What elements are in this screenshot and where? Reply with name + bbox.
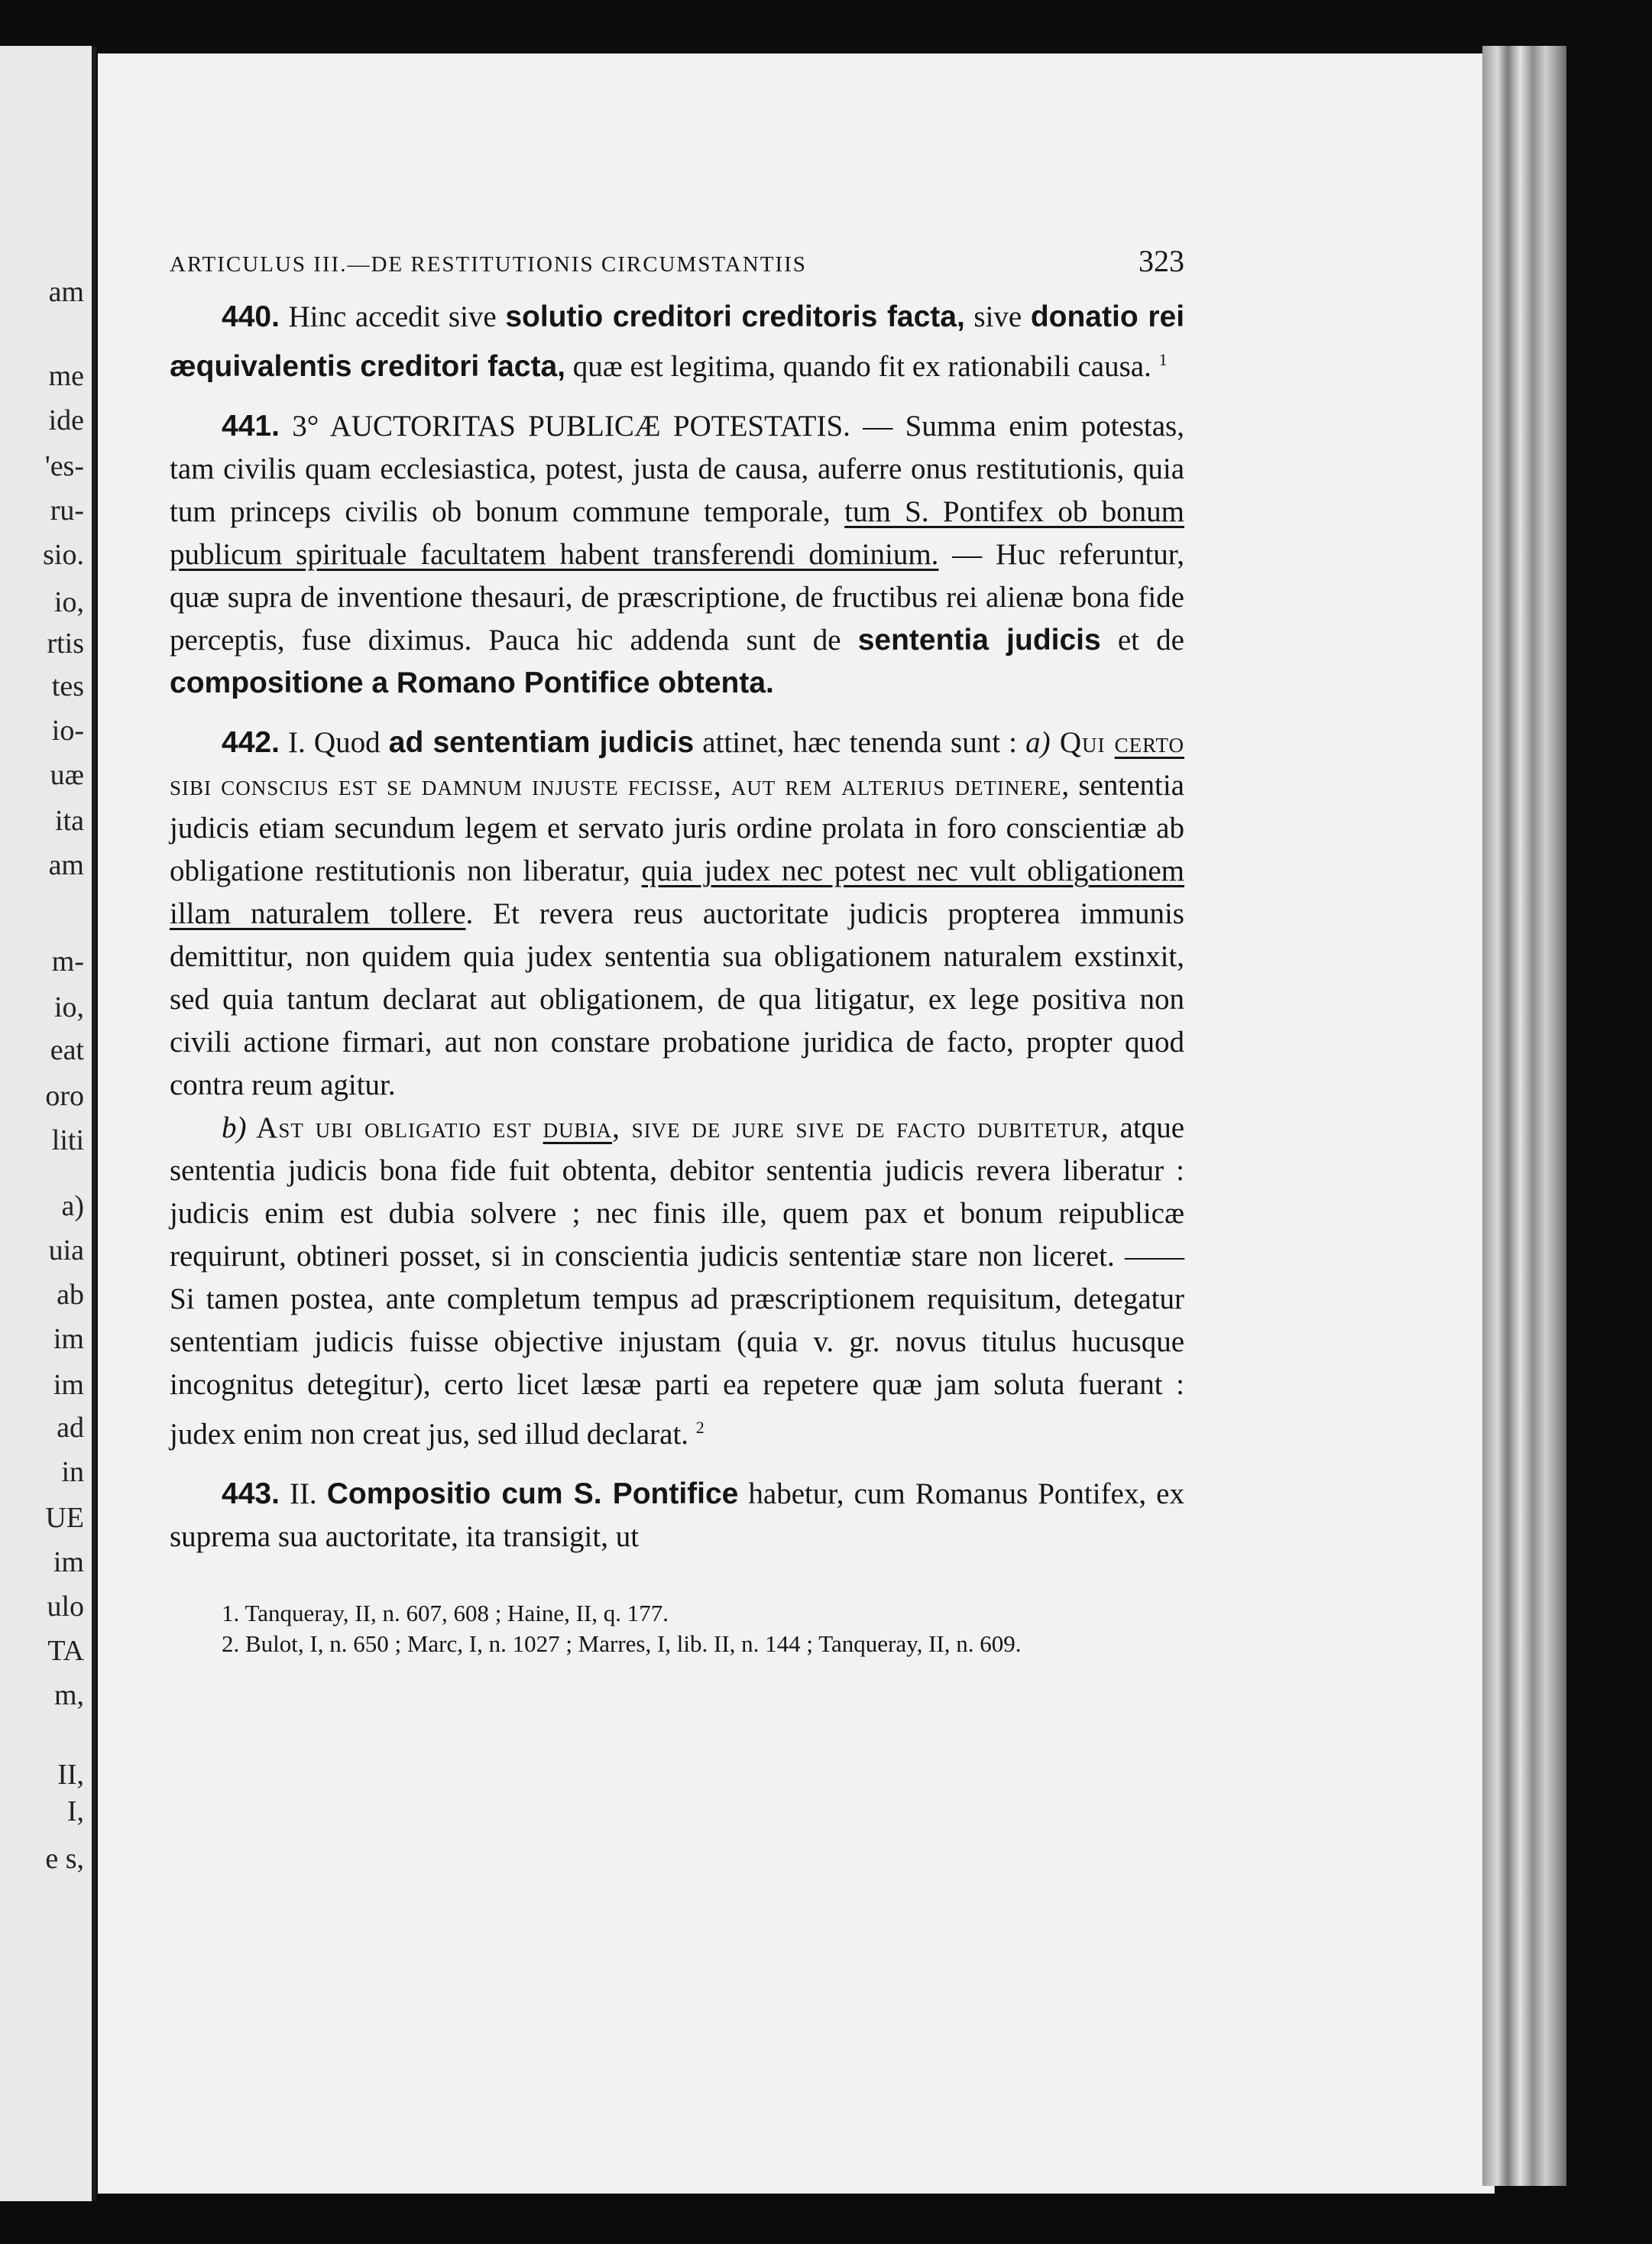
footnotes (170, 1598, 1184, 1659)
underlined-text: certo (1114, 726, 1185, 759)
left-margin-fragment: ulo (47, 1591, 84, 1623)
left-margin-fragment: in (61, 1456, 84, 1488)
left-margin-fragment: II, (57, 1759, 84, 1791)
left-margin-fragment: TA (47, 1635, 84, 1667)
page-text (170, 243, 1184, 1659)
left-margin-fragment: me (48, 360, 84, 392)
left-margin-fragment: ide (48, 404, 84, 436)
footnote-2: 2. Bulot, I, n. 650 ; Marc, I, n. 1027 ; Marres, I, lib. II, n. 144 ; Tanqueray, II, n. 609. (222, 1630, 1022, 1657)
section-heading: 3° AUCTORITAS PUBLICÆ POTESTATIS. — (279, 410, 905, 443)
left-margin-fragment: uæ (50, 759, 84, 791)
left-margin-fragment: sio. (43, 539, 84, 571)
section-number: 442. (222, 726, 280, 759)
left-margin-fragment: io, (53, 991, 84, 1023)
left-margin-fragment: ita (55, 805, 84, 837)
left-margin-fragment: io, (53, 586, 84, 618)
left-margin-fragment: I, (66, 1795, 84, 1827)
left-margin-fragment: im (53, 1369, 84, 1401)
left-margin-fragment: oro (45, 1080, 84, 1112)
paragraph-440: 440. Hinc accedit sive solutio creditori creditoris facta, sive donatio rei æquivalentis creditori facta, quæ est legitima, quando fit ex rationabili causa. $^1$ (170, 300, 1185, 383)
section-number: 441. (222, 410, 280, 443)
left-margin-fragment: uia (48, 1234, 84, 1266)
left-margin-fragment: am (48, 849, 84, 881)
left-margin-fragment: m- (51, 945, 84, 978)
left-margin-fragment: e s, (45, 1843, 84, 1875)
right-page-edge (1482, 46, 1566, 2186)
running-title: ARTICULUS III.—DE RESTITUTIONIS CIRCUMSTANTIIS (170, 252, 807, 277)
left-margin-fragment: im (53, 1323, 84, 1355)
footnote-ref: 1 (1158, 350, 1168, 369)
left-margin-fragment: UE (45, 1502, 84, 1534)
section-number: 440. (222, 300, 280, 333)
paragraph-442: 442. I. Quod ad sententiam judicis attinet, hæc tenenda sunt : a) Qui certo sibi conscius est se damnum injuste fecisse, aut rem alterius detinere, sententia judicis etiam secundum legem et servato juris ordine prolata in foro conscientiæ ab obligatione restitutionis non liberatur, quia judex nec potest nec vult obligationem illam naturalem tollere. Et revera reus auctoritate judicis propterea immunis demittitur, non quidem quia judex sententia sua obligationem naturalem exstinxit, sed quia tantum declarat aut obligationem, de qua litigatur, ex lege positiva non civili actione firmari, aut non constare probatione juridica de facto, propter quod contra reum agitur. (170, 726, 1185, 1101)
left-margin-fragment: tes (51, 670, 84, 702)
left-margin-fragment: ad (57, 1412, 84, 1444)
left-margin-fragment: eat (50, 1034, 84, 1066)
running-header (170, 243, 1184, 279)
left-margin-fragment: am (48, 276, 84, 308)
left-margin-fragment: ab (57, 1279, 84, 1311)
underlined-text: dubia (543, 1111, 613, 1144)
paragraph-442-b: b) Ast ubi obligatio est dubia, sive de jure sive de facto dubitetur, atque sententia judicis bona fide fuit obtenta, debitor sententia judicis revera liberatur : judicis enim est dubia solvere ; nec finis ille, quem pax et bonum reipublicæ requirunt, obtineri posset, si in conscientia judicis sententiæ stare non liceret. —— Si tamen postea, ante completum tempus ad præscriptionem requisitum, detegatur sententiam judicis fuisse objective injustam (quia v. gr. novus titulus hucusque incognitus detegitur), certo licet læsæ parti ea repetere quæ jam soluta fuerant : judex enim non creat jus, sed illud declarat. $^2$ (170, 1111, 1185, 1451)
left-margin-fragment: liti (51, 1124, 84, 1156)
paragraph-443: 443. II. Compositio cum S. Pontifice habetur, cum Romanus Pontifex, ex suprema sua auctoritate, ita transigit, ut (170, 1477, 1184, 1553)
left-margin-fragment: ru- (50, 495, 84, 527)
left-margin-fragment: 'es- (44, 450, 84, 482)
section-number: 443. (222, 1477, 280, 1510)
paragraph-441: 441. 3° AUCTORITAS PUBLICÆ POTESTATIS. — Summa enim potestas, tam civilis quam ecclesiastica, potest, justa de causa, auferre onus restitutionis, quia tum princeps civilis ob bonum commune temporale, tum S. Pontifex ob bonum publicum spirituale facultatem habent transferendi dominium. — Huc referuntur, quæ supra de inventione thesauri, de præscriptione, de fructibus rei alienæ bona fide perceptis, fuse diximus. Pauca hic addenda sunt de sententia judicis et de compositione a Romano Pontifice obtenta. (170, 410, 1185, 699)
page-number: 323 (1139, 244, 1184, 278)
left-margin-fragment: rtis (47, 627, 84, 660)
footnote-ref: 2 (695, 1418, 705, 1437)
left-margin-fragment: a) (61, 1190, 84, 1222)
underlined-text: tum S. Pontifex ob bonum publicum spirituale facultatem habent transferendi dominium. (170, 495, 1185, 571)
footnote-1: 1. Tanqueray, II, n. 607, 608 ; Haine, II, q. 177. (222, 1600, 669, 1626)
left-margin-fragment: io- (51, 715, 84, 747)
left-margin-fragment: im (53, 1546, 84, 1578)
left-page-edge (0, 46, 96, 2201)
underlined-text: quia judex nec potest nec vult obligationem illam naturalem tollere (170, 854, 1184, 930)
left-margin-fragment: m, (53, 1679, 84, 1711)
